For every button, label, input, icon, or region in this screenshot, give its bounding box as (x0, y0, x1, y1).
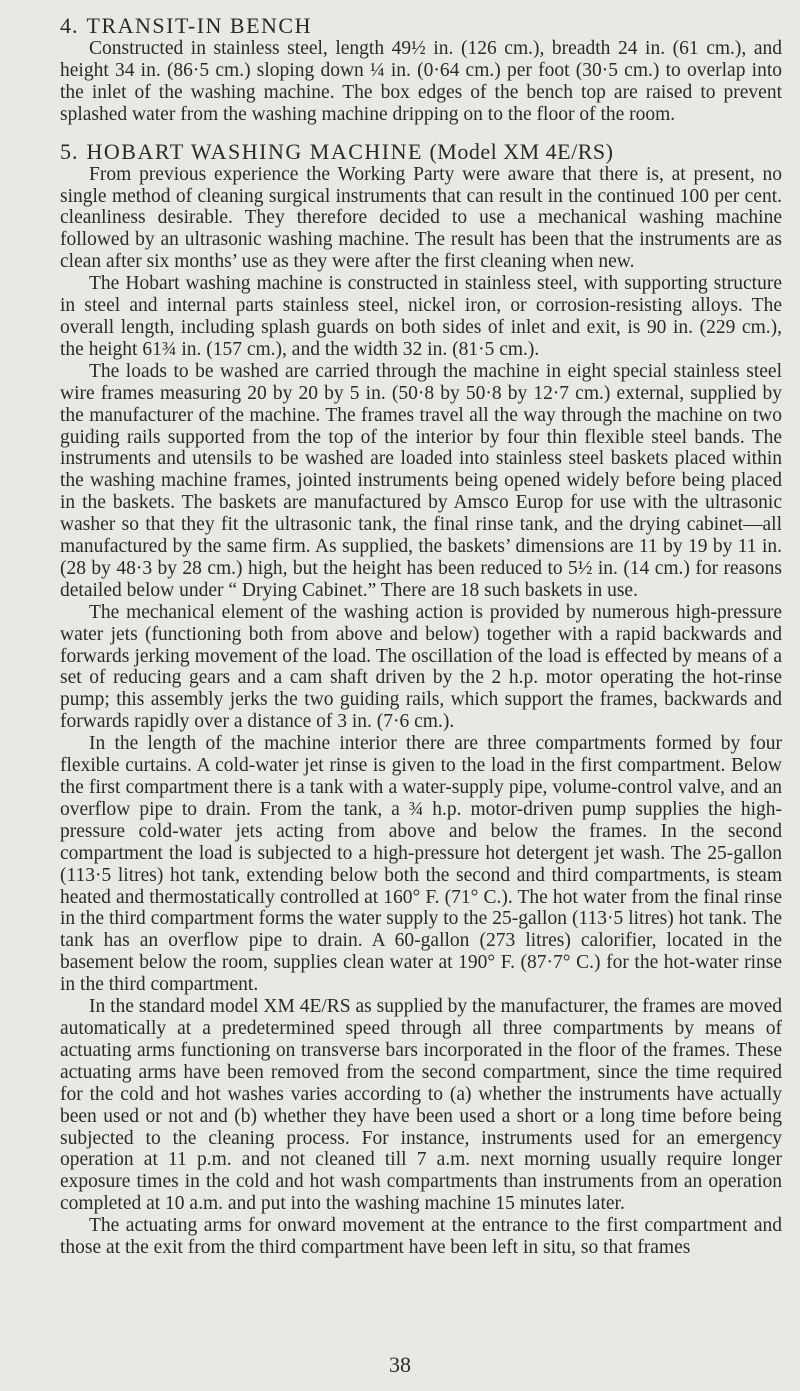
section-heading (60, 140, 782, 164)
body-paragraph: In the standard model XM 4E/RS as supplied by the manufacturer, the frames are moved automatically at a predetermined speed through all three compartments by means of actuating arms functioning on transverse bars incorporated in the floor of the frames. These actuating arms have been removed from the second compartment, since the time required for the cold and hot washes varies according to (a) whether the instruments have actually been used or not and (b) whether they have been used a short or a long time before being subjected to the cleaning process. For instance, instruments used for an emergency operation at 11 p.m. and not cleaned till 7 a.m. next morning usually require longer exposure times in the cold and hot wash compartments than instruments from an operation completed at 10 a.m. and put into the washing machine 15 minutes later. (60, 996, 782, 1215)
section-subtitle: (Model XM 4E/RS) (429, 138, 614, 164)
body-paragraph: The loads to be washed are carried through the machine in eight special stainless steel wire frames measuring 20 by 20 by 5 in. (50·8 by 50·8 by 12·7 cm.) external, supplied by the manufacturer of the machine. The frames travel all the way through the machine on two guiding rails supported from the top of the interior by four thin flexible steel bands. The instruments and utensils to be washed are loaded into stainless steel baskets placed within the washing machine frames, jointed instruments being opened widely before being placed in the baskets. The baskets are manufactured by Amsco Europ for use with the ultrasonic washer so that they fit the ultrasonic tank, the final rinse tank, and the drying cabinet—all manufactured by the same firm. As supplied, the baskets’ dimensions are 11 by 19 by 11 in. (28 by 48·3 by 28 cm.) high, but the height has been reduced to 5½ in. (14 cm.) for reasons detailed below under “ Drying Cabinet.” There are 18 such baskets in use. (60, 360, 782, 601)
body-paragraph: In the length of the machine interior there are three compartments formed by four flexible curtains. A cold-water jet rinse is given to the load in the first compartment. Below the first compartment there is a tank with a water-supply pipe, volume-control valve, and an overflow pipe to drain. From the tank, a ¾ h.p. motor-driven pump supplies the high-pressure cold-water jets acting from above and below the frames. In the second compartment the load is subjected to a high-pressure hot detergent jet wash. The 25-gallon (113·5 litres) hot tank, extending below both the second and third compartments, is steam heated and thermostatically controlled at 160° F. (71° C.). The hot water from the final rinse in the third compartment forms the water supply to the 25-gallon (113·5 litres) hot tank. The tank has an overflow pipe to drain. A 60-gallon (273 litres) calorifier, located in the basement below the room, supplies clean water at 190° F. (87·7° C.) for the hot-water rinse in the third compartment. (60, 733, 782, 996)
section-number: 4. (60, 13, 79, 38)
body-paragraph: Constructed in stainless steel, length 49½ in. (126 cm.), breadth 24 in. (61 cm.), and height 34 in. (86·5 cm.) sloping down ¼ in. (0·64 cm.) per foot (30·5 cm.) to overlap into the inlet of the washing machine. The box edges of the bench top are raised to prevent splashed water from the washing machine dripping on to the floor of the room. (60, 38, 782, 125)
body-paragraph: The mechanical element of the washing action is provided by numerous high-pressure water jets (functioning both from above and below) together with a rapid backwards and forwards jerking movement of the load. The oscillation of the load is effected by means of a set of reducing gears and a cam shaft driven by the 2 h.p. motor operating the hot-rinse pump; this assembly jerks the two guiding rails, which support the frames, backwards and forwards rapidly over a distance of 3 in. (7·6 cm.). (60, 601, 782, 733)
body-paragraph: The Hobart washing machine is constructed in stainless steel, with supporting structure in steel and internal parts stainless steel, nickel iron, or corrosion-resisting alloys. The overall length, including splash guards on both sides of inlet and exit, is 90 in. (229 cm.), the height 61¾ in. (157 cm.), and the width 32 in. (81·5 cm.). (60, 273, 782, 360)
section-hobart-washing-machine (60, 140, 782, 1259)
section-heading (60, 14, 782, 38)
section-title: TRANSIT-IN BENCH (86, 13, 312, 38)
section-title: HOBART WASHING MACHINE (86, 138, 423, 164)
body-paragraph: The actuating arms for onward movement at the entrance to the first compartment and those at the exit from the third compartment have been left in situ, so that frames (60, 1215, 782, 1259)
body-paragraph: From previous experience the Working Party were aware that there is, at present, no single method of cleaning surgical instruments that can result in the continued 100 per cent. cleanliness desirable. They therefore decided to use a mechanical washing machine followed by an ultrasonic washing machine. The result has been that the instruments are as clean after six months’ use as they were after the first cleaning when new. (60, 163, 782, 273)
section-transit-in-bench (60, 14, 782, 126)
page-number: 38 (389, 1352, 411, 1377)
section-number: 5. (60, 138, 79, 164)
